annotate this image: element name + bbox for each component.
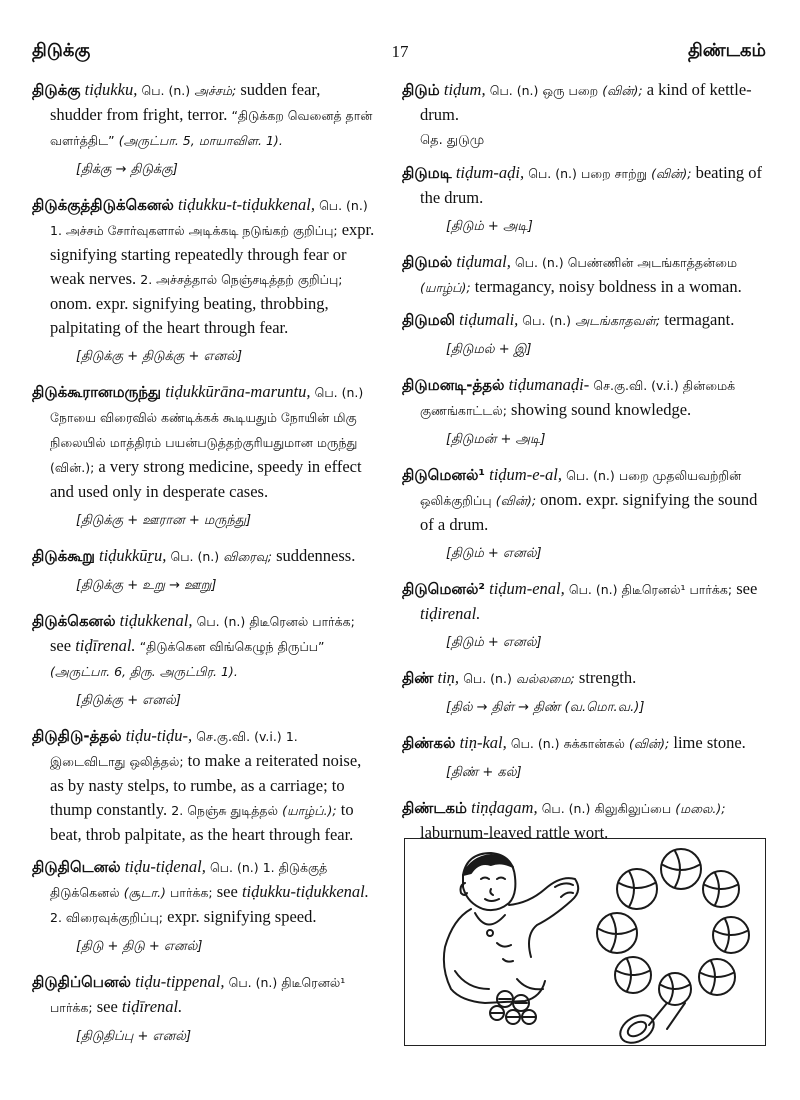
- etymology: [திடுக்கு + திடுக்கு + எனல்]: [76, 349, 243, 364]
- cognate-note: தெ. துடுமு: [420, 133, 485, 148]
- headword: திடுமெனல்²: [402, 580, 485, 598]
- entry-tidukkuru: திடுக்கூறு tiḍukkūṟu, பெ. (n.) விரைவு; suddenness.: [32, 546, 356, 565]
- entry-tidumanadi-ttal: திடுமனடி-த்தல் tiḍumanaḍi- செ.கு.வி. (v.i.) தின்மைக் குணங்காட்டல்; showing sound knowledge.: [402, 375, 736, 419]
- entry-tin-kal: திண்கல் tiṇ-kal, பெ. (n.) சுக்கான்கல் (வின்); lime stone.: [402, 733, 746, 752]
- entry-tidu-tippenal: திடுதிப்பெனல் tiḍu-tippenal, பெ. (n.) திடீரெனல்¹ பார்க்க; see tiḍīrenal.: [32, 972, 346, 1016]
- entry-tidukku-t-tidukkenal: திடுக்குத்திடுக்கெனல் tiḍukku-t-tiḍukkenal, பெ. (n.) 1. அச்சம் சோர்வுகளால் அடிக்கடி நடுங்கற் குறிப்பு; expr. signifying starting repeatedly through fear or weak nerves. 2. அச்சத்தால் நெஞ்சடித்தற் குறிப்பு; onom. expr. signifying beating, throbbing, palpitating of the heart through fear.: [32, 195, 375, 337]
- headword: திடுமடி: [402, 164, 452, 182]
- headword: திடுக்கூரானமருந்து: [32, 383, 162, 401]
- etymology: [திடுமல் + இ]: [446, 342, 532, 357]
- left-column: [32, 78, 376, 1060]
- headword: திடுக்குத்திடுக்கெனல்: [32, 196, 174, 214]
- right-column: [402, 78, 768, 853]
- headword: திடுக்கு: [32, 81, 81, 99]
- etymology: [திடும் + அடி]: [446, 219, 533, 234]
- headword: திடுக்கூறு: [32, 547, 95, 565]
- entry-tindagam: திண்டகம் tiṇḍagam, பெ. (n.) கிலுகிலுப்பை (மலை.); laburnum-leaved rattle wort.: [402, 798, 726, 842]
- etymology: [திண் + கல்]: [446, 765, 522, 780]
- headword: திடுதிப்பெனல்: [32, 973, 131, 991]
- rattle-balls: [597, 849, 749, 1005]
- etymology: [திக்கு → திடுக்கு]: [76, 162, 178, 177]
- headword: திண்: [402, 669, 434, 687]
- headword: திடுமனடி-த்தல்: [402, 376, 505, 394]
- entry-tidukkurana-maruntu: திடுக்கூரானமருந்து tiḍukkūrāna-maruntu, பெ. (n.) நோயை விரைவில் கண்டிக்கக் கூடியதும் நோயின் மிகு நிலையில் மாத்திரம் பயன்படுத்தற்குரியதுமான மருந்து (வின்.); a very strong medicine, speedy in effect and used only in desperate cases.: [32, 382, 364, 501]
- headword: திடுக்கெனல்: [32, 612, 116, 630]
- headword: திடுதிடெனல்: [32, 858, 121, 876]
- etymology: [திடுக்கு + எனல்]: [76, 693, 181, 708]
- etymology: [திடுமன் + அடி]: [446, 432, 546, 447]
- headword: திடுமல்: [402, 253, 453, 271]
- running-head-left: திடுக்கு: [32, 40, 91, 61]
- etymology: [திடுக்கு + உறு → ஊறு]: [76, 578, 217, 593]
- entry-tidu-tidu-ttal: திடுதிடு-த்தல் tiḍu-tiḍu-, செ.கு.வி. (v.i.) 1. இடைவிடாது ஒலித்தல்; to make a reiterated noise, as by nasty stelps, to rumbe, as a carriage; to thump constantly. 2. நெஞ்சு துடித்தல் (யாழ்ப்.); to beat, throb palpitate, as the heart through fear.: [32, 726, 362, 844]
- running-head-right: திண்டகம்: [688, 40, 766, 61]
- entry-tin: திண் tiṇ, பெ. (n.) வல்லமை; strength.: [402, 668, 637, 687]
- entry-tidumenal-1: திடுமெனல்¹ tiḍum-e-al, பெ. (n.) பறை முதலியவற்றின் ஒலிக்குறிப்பு (வின்); onom. expr. signifying the sound of a drum.: [402, 465, 758, 534]
- page-number: 17: [391, 42, 409, 61]
- entry-tidukkenal: திடுக்கெனல் tiḍukkenal, பெ. (n.) திடீரெனல் பார்க்க; see tiḍīrenal. “திடுக்கென விங்கெழுந் திருப்ப” (அருட்பா. 6, திரு. அருட்பிர. 1).: [32, 611, 355, 679]
- entry-tidu-tidenal: திடுதிடெனல் tiḍu-tiḍenal, பெ. (n.) 1. திடுக்குத் திடுக்கெனல் (சூடா.) பார்க்க; see tiḍukku-tiḍukkenal. 2. விரைவுக்குறிப்பு; expr. signifying speed.: [32, 857, 369, 926]
- entry-tidumenal-2: திடுமெனல்² tiḍum-enal, பெ. (n.) திடீரெனல்¹ பார்க்க; see tiḍirenal.: [402, 579, 758, 623]
- headword: திடுதிடு-த்தல்: [32, 727, 122, 745]
- child-with-rattle-drawing: [405, 839, 765, 1045]
- headword: திடுமலி: [402, 311, 456, 329]
- etymology: [திடு + திடு + எனல்]: [76, 939, 203, 954]
- headword: திடுமெனல்¹: [402, 466, 485, 484]
- headword: திண்டகம்: [402, 799, 467, 817]
- etymology: [தில் → திள் → திண் (வ.மொ.வ.)]: [446, 700, 645, 715]
- etymology: [திடும் + எனல்]: [446, 546, 542, 561]
- entry-tidumal: திடுமல் tiḍumal, பெ. (n.) பெண்ணின் அடங்காத்தன்மை (யாழ்ப்); termagancy, noisy boldness in a woman.: [402, 252, 742, 296]
- etymology: [திடுதிப்பு + எனல்]: [76, 1029, 192, 1044]
- headword: திண்கல்: [402, 734, 456, 752]
- rattle-illustration: [404, 838, 766, 1046]
- headword: திடும்: [402, 81, 440, 99]
- entry-tidukku: திடுக்கு tiḍukku, பெ. (n.) அச்சம்; sudden fear, shudder from fright, terror. “திடுக்கற வெனைத் தான் வளர்த்திட” (அருட்பா. 5, மாயாவிள. 1).: [32, 80, 373, 148]
- entry-tidum-adi: திடுமடி tiḍum-aḍi, பெ. (n.) பறை சாற்று (வின்); beating of the drum.: [402, 163, 763, 207]
- entry-tidum: திடும் tiḍum, பெ. (n.) ஒரு பறை (வின்); a kind of kettle-drum.: [402, 80, 752, 124]
- etymology: [திடும் + எனல்]: [446, 635, 542, 650]
- etymology: [திடுக்கு + ஊரான + மருந்து]: [76, 513, 252, 528]
- entry-tidumali: திடுமலி tiḍumali, பெ. (n.) அடங்காதவள்; termagant.: [402, 310, 735, 329]
